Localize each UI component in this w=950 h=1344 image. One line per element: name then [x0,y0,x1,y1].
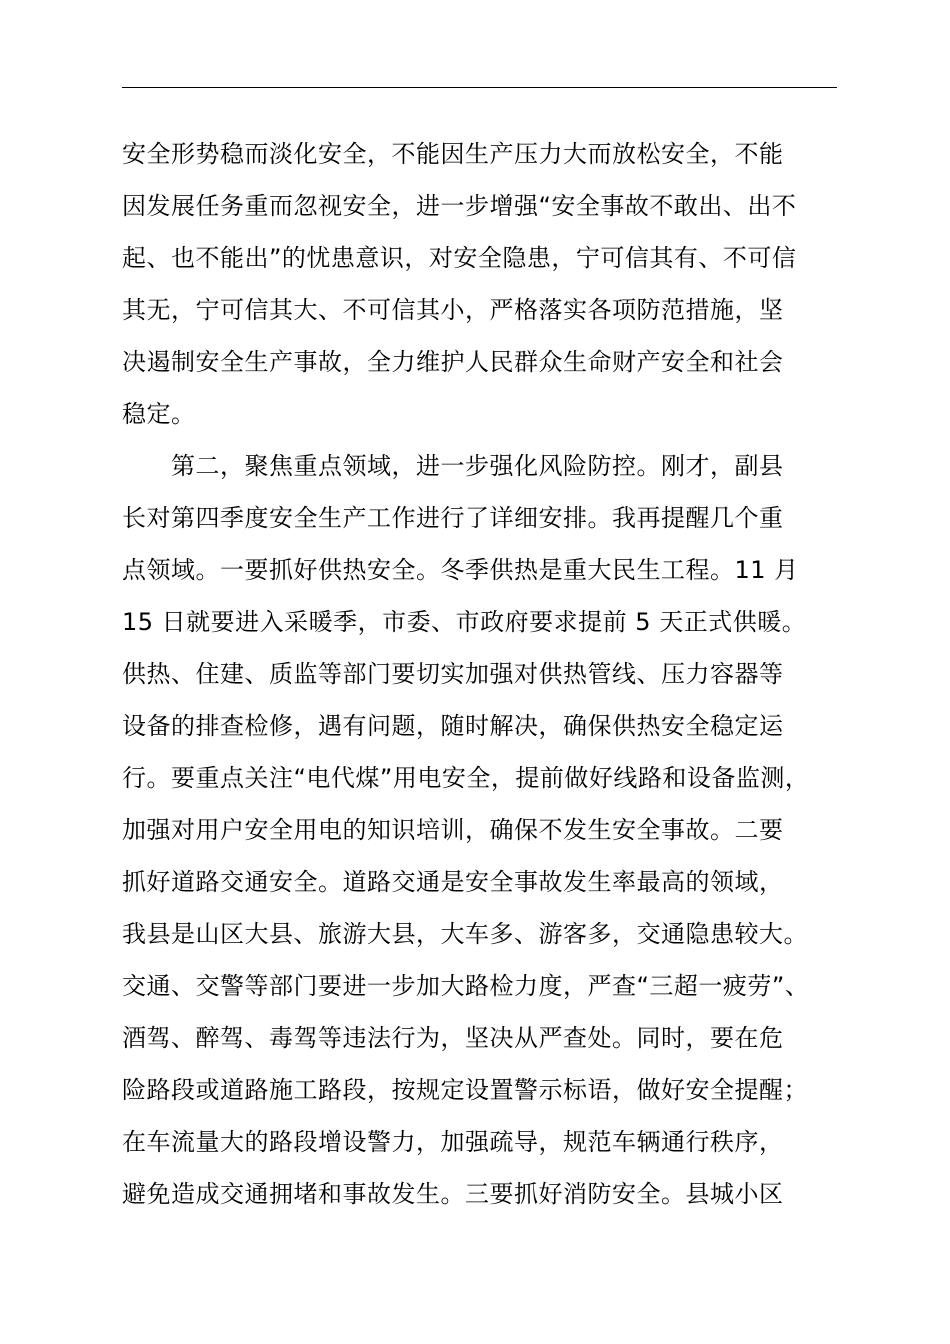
text-line: 在车流量大的路段增设警力，加强疏导，规范车辆通行秩序， [122,1128,784,1156]
text-line: 其无，宁可信其大、不可信其小，严格落实各项防范措施，坚 [122,296,784,324]
text-line: 我县是山区大县、旅游大县，大车多、游客多，交通隐患较大。 [122,920,808,948]
header-rule [122,87,837,88]
text-line: 第二，聚焦重点领域，进一步强化风险防控。刚才，副县 [122,452,784,480]
text-line: 抓好道路交通安全。道路交通是安全事故发生率最高的领域， [122,868,784,896]
text-line: 酒驾、醉驾、毒驾等违法行为，坚决从严查处。同时，要在危 [122,1024,784,1052]
text-line: 因发展任务重而忽视安全，进一步增强“安全事故不敢出、出不 [122,192,797,220]
text-line: 险路段或道路施工路段，按规定设置警示标语，做好安全提醒； [122,1076,808,1104]
text-line: 起、也不能出”的忧患意识，对安全隐患，宁可信其有、不可信 [122,244,797,272]
text-line: 加强对用户安全用电的知识培训，确保不发生安全事故。二要 [122,816,784,844]
text-line: 决遏制安全生产事故，全力维护人民群众生命财产安全和社会 [122,348,784,376]
text-line: 安全形势稳而淡化安全，不能因生产压力大而放松安全，不能 [122,140,784,168]
body-text [122,128,862,1220]
text-line: 稳定。 [122,400,196,428]
text-line: 15 日就要进入采暖季，市委、市政府要求提前 5 天正式供暖。 [122,608,807,636]
text-line: 行。要重点关注“电代煤”用电安全，提前做好线路和设备监测， [122,764,810,792]
text-line: 供热、住建、质监等部门要切实加强对供热管线、压力容器等 [122,660,784,688]
text-line: 交通、交警等部门要进一步加大路检力度，严查“三超一疲劳”、 [122,972,810,1000]
text-line: 设备的排查检修，遇有问题，随时解决，确保供热安全稳定运 [122,712,784,740]
text-line: 点领域。一要抓好供热安全。冬季供热是重大民生工程。11 月 [122,556,799,584]
text-line: 长对第四季度安全生产工作进行了详细安排。我再提醒几个重 [122,504,784,532]
text-line: 避免造成交通拥堵和事故发生。三要抓好消防安全。县城小区 [122,1180,784,1208]
